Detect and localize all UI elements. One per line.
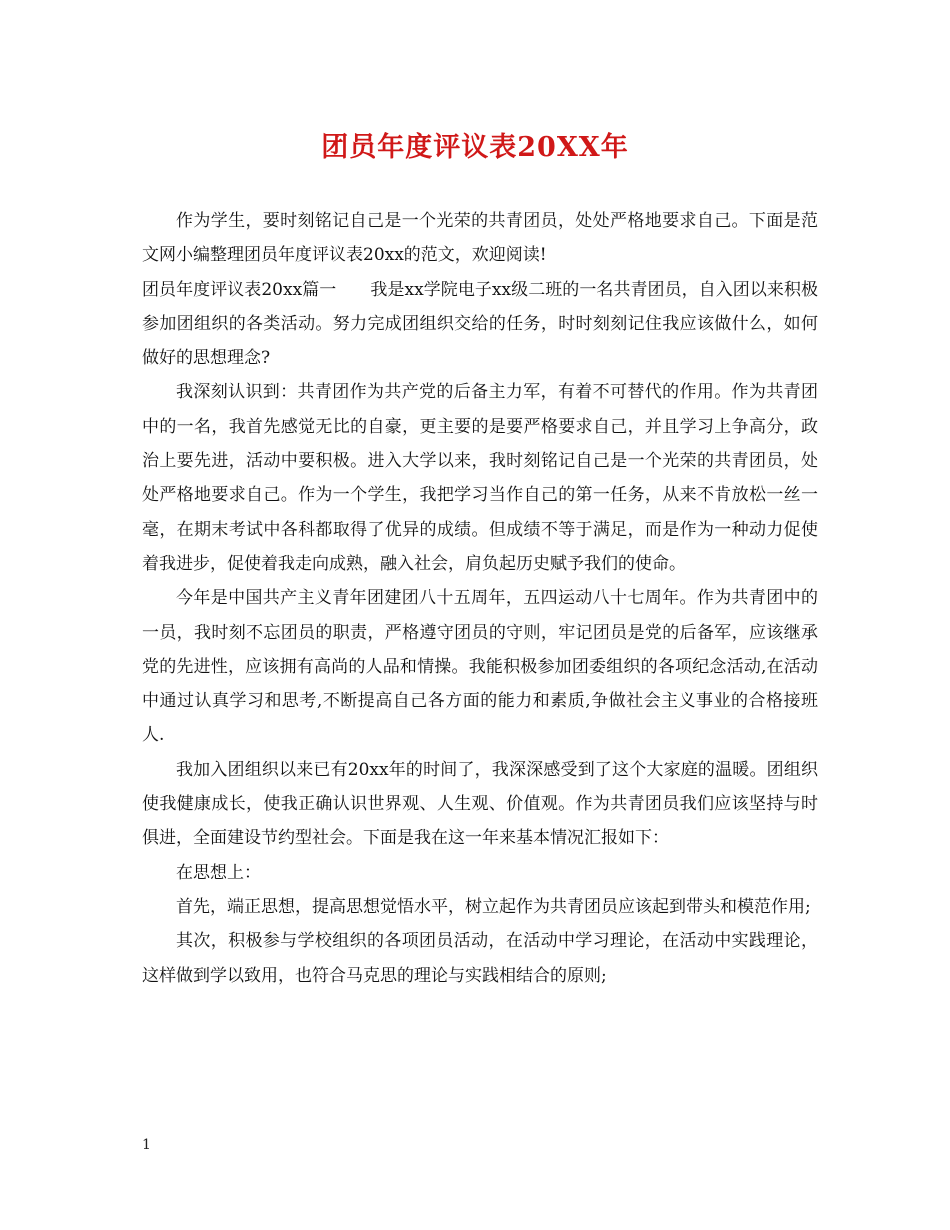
document-body (142, 204, 818, 993)
paragraph-report: 我加入团组织以来已有20xx年的时间了，我深深感受到了这个大家庭的温暖。团组织使我健康成长，使我正确认识世界观、人生观、价值观。作为共青团员我们应该坚持与时俱进，全面建设节约型社会。下面是我在这一年来基本情况汇报如下： (142, 759, 818, 849)
page-number: 1 (142, 1137, 151, 1153)
paragraph-first: 首先，端正思想，提高思想觉悟水平，树立起作为共青团员应该起到带头和模范作用; (176, 896, 811, 917)
paragraph-thought-heading: 在思想上： (176, 862, 261, 883)
paragraph-anniversary: 今年是中国共产主义青年团建团八十五周年，五四运动八十七周年。作为共青团中的一员，我时刻不忘团员的职责，严格遵守团员的守则，牢记团员是党的后备军，应该继承党的先进性，应该拥有高尚的人品和情操。我能积极参加团委组织的各项纪念活动,在活动中通过认真学习和思考,不断提高自己各方面的能力和素质,争做社会主义事业的合格接班人. (142, 588, 818, 746)
paragraph-section-one: 团员年度评议表20xx篇一 我是xx学院电子xx级二班的一名共青团员，自入团以来积极参加团组织的各类活动。努力完成团组织交给的任务，时时刻刻记住我应该做什么，如何做好的思想理念? (142, 279, 818, 369)
paragraph-intro: 作为学生，要时刻铭记自己是一个光荣的共青团员，处处严格地要求自己。下面是范文网小编整理团员年度评议表20xx的范文，欢迎阅读! (142, 211, 818, 266)
paragraph-awareness: 我深刻认识到：共青团作为共产党的后备主力军，有着不可替代的作用。作为共青团中的一名，我首先感觉无比的自豪，更主要的是要严格要求自己，并且学习上争高分，政治上要先进，活动中要积极。进入大学以来，我时刻铭记自己是一个光荣的共青团员，处处严格地要求自己。作为一个学生，我把学习当作自己的第一任务，从来不肯放松一丝一毫，在期末考试中各科都取得了优异的成绩。但成绩不等于满足，而是作为一种动力促使着我进步，促使着我走向成熟，融入社会，肩负起历史赋予我们的使命。 (142, 382, 818, 574)
paragraph-second: 其次，积极参与学校组织的各项团员活动，在活动中学习理论，在活动中实践理论，这样做到学以致用，也符合马克思的理论与实践相结合的原则; (142, 931, 818, 986)
page-title: 团员年度评议表20XX年 (321, 132, 629, 163)
